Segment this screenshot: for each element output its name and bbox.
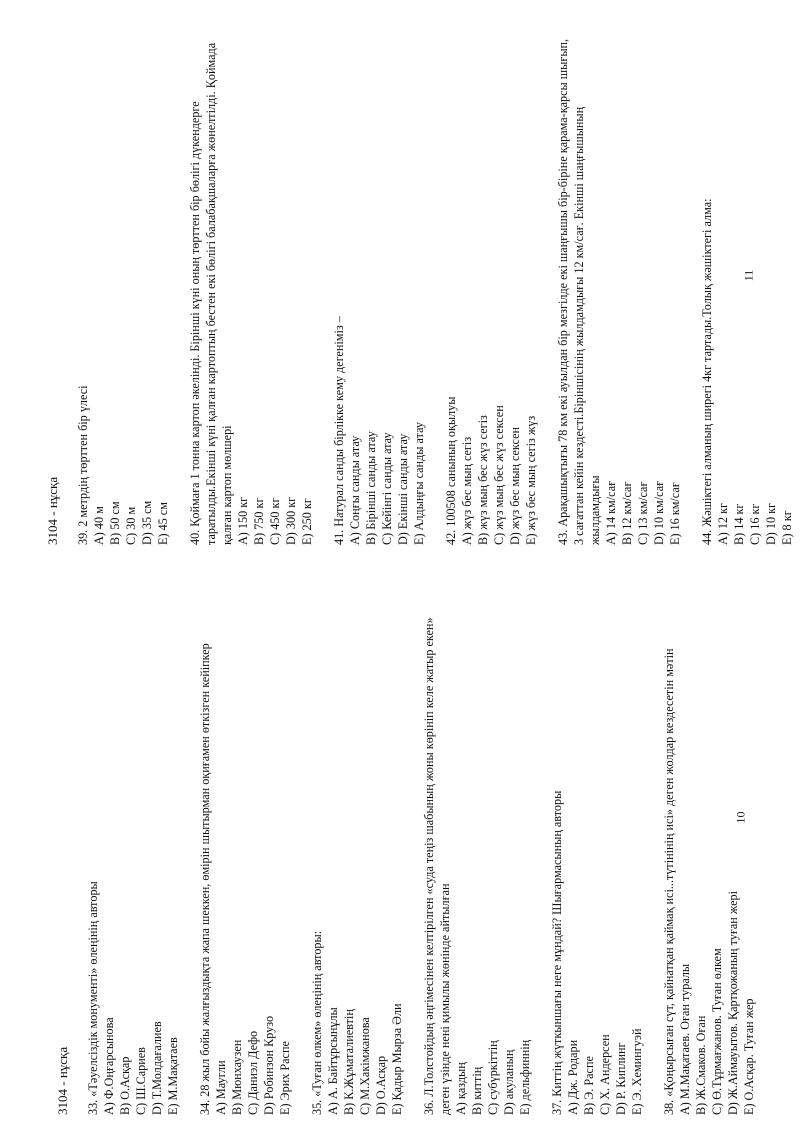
question <box>309 605 405 1115</box>
page-header: 3104 - нұсқа <box>55 1046 70 1115</box>
answer-option: B) Бірінші санды атау <box>364 431 378 545</box>
answer-option: B) киттің <box>470 1066 484 1115</box>
answer-option: B) 14 кг <box>732 503 746 545</box>
answer-option: E) жүз бес мың сегіз жүз <box>524 415 538 545</box>
page-number-11: 11 <box>741 269 756 282</box>
answer-option: E) 8 кг <box>780 510 794 545</box>
answer-option: A) қаздың <box>454 1062 468 1115</box>
answer-option: D) жүз бес мың сексен <box>508 426 522 545</box>
question-stem: 43. Арақашықтығы 78 км екі ауылдан бір мезгілде екі шаңғышы бір-біріне қарама-қарсы шығып, 3 сағаттан кейін кездесті.Біріншісінің жылдамдығы 12 км/сағ. Екінші шаңғышының жылдамдығы <box>556 38 602 545</box>
answer-option: C) жүз мың бес жүз сексен <box>492 405 506 545</box>
question-stem: 36. Л.Толстойдың әңгімесінен келтірілген «суда теңіз шабының жоны көрініп келе жатыр екен» деген үзінде нені қимылы жөнінде айтылған <box>422 617 452 1115</box>
answer-option: A) Маугли <box>214 1060 228 1115</box>
answer-option: B) 750 кг <box>252 497 266 545</box>
question <box>421 605 533 1115</box>
answer-option: D) Т.Молдағалиев <box>150 1021 164 1115</box>
question <box>75 35 171 545</box>
question-list <box>75 35 795 545</box>
answer-option: D) 35 см <box>140 500 154 545</box>
question-stem: 44. Жәшіктегі алманың ширегі 4кг тартады.Толық жәшіктегі алма: <box>700 198 714 545</box>
answer-option: E) 45 см <box>156 502 170 545</box>
question <box>331 35 427 545</box>
question <box>661 605 757 1115</box>
answer-option: C) 450 кг <box>268 497 282 545</box>
answer-option: C) Кейінгі санды атау <box>380 432 394 545</box>
answer-option: B) Э. Распе <box>582 1056 596 1115</box>
answer-option: D) акуланың <box>502 1049 516 1115</box>
answer-option: D) Р. Киплинг <box>614 1042 628 1115</box>
answer-option: B) 12 км/сағ <box>620 481 634 545</box>
question-stem: 35. «Туған өлкем» өлеңінің авторы: <box>310 930 324 1115</box>
answer-option: B) Мюнхаузен <box>230 1039 244 1115</box>
question-stem: 40. Қоймаға 1 тонна картоп әкелінді. Бірінші күні оның төрттен бір бөлігі дүкендерге таратылды.Екінші күні қалған картоптың бестен екі бөлігі балабақшаларға жөнелтілді. Қоймада қалған картоп мөлшері <box>188 42 234 545</box>
question-stem: 34. 28 жыл бойы жалғыздықта жапа шеккен, өмірін шытырман оқиғамен өткізген кейіпкер <box>198 643 212 1115</box>
page-header: 3104 - нұсқа <box>45 476 60 545</box>
answer-option: B) К.Жұматалиевтің <box>342 1009 356 1115</box>
question <box>549 605 645 1115</box>
answer-option: C) Ш.Сариев <box>134 1047 148 1115</box>
question <box>187 35 315 545</box>
answer-option: A) 14 км/сағ <box>604 480 618 545</box>
answer-option: A) А. Байтұрсынұлы <box>326 1007 340 1115</box>
answer-option: E) Қадыр Мырза Әли <box>390 1003 404 1115</box>
answer-option: E) 250 кг <box>300 498 314 545</box>
question-stem: 33. «Тәуелсіздік монументі» өлеңінің авторы <box>86 881 100 1115</box>
page-number-10: 10 <box>733 811 748 824</box>
answer-option: A) Дж. Родари <box>566 1039 580 1115</box>
answer-option: A) жүз бес мың сегіз <box>460 436 474 545</box>
answer-option: A) Соңғы санды атау <box>348 435 362 545</box>
answer-option: B) 50 см <box>108 501 122 545</box>
answer-option: A) М.Мақатаев. Оған туралы <box>678 963 692 1115</box>
question-stem: 37. Киттің жүткыншағы неге мұндай? Шығармасының авторы <box>550 790 564 1115</box>
answer-option: D) 300 кг <box>284 496 298 545</box>
answer-option: D) 10 км/сағ <box>652 480 666 545</box>
answer-option: B) жүз мың бес жүз сегіз <box>476 415 490 545</box>
answer-option: D) Ж.Аймауытов. Қартқожаның туған жері <box>726 890 740 1115</box>
question-stem: 39. 2 метрдің төрттен бір үлесі <box>76 385 90 545</box>
question-stem: 41. Натурал санды бірлікке кему дегеніміз – <box>332 316 346 545</box>
answer-option: C) субүркіттің <box>486 1040 500 1115</box>
question <box>555 35 683 545</box>
answer-option: C) М.Хакімжанова <box>358 1017 372 1115</box>
question <box>85 605 181 1115</box>
answer-option: E) Алдыңғы санды атау <box>412 422 426 545</box>
question-list <box>85 605 757 1115</box>
answer-option: C) 16 кг <box>748 503 762 545</box>
answer-option: C) Ө.Тұрмағжанов. Туған өлкем <box>710 948 724 1115</box>
question <box>699 35 795 545</box>
answer-option: E) Э. Хемингуэй <box>630 1028 644 1115</box>
answer-option: E) дельфиннің <box>518 1039 532 1115</box>
answer-option: B) О.Асқар <box>118 1056 132 1115</box>
answer-option: E) М.Мақатаев <box>166 1037 180 1115</box>
answer-option: A) Ф.Оңғарсынова <box>102 1017 116 1115</box>
question-stem: 38. «Қоңырсыған сүт, қайнатқан қаймақ исі...түтінінің исі» деген жолдар кездесетін мәтін <box>662 648 676 1115</box>
answer-option: D) Робинзон Крузо <box>262 1015 276 1115</box>
question <box>197 605 293 1115</box>
answer-option: E) 16 км/сағ <box>668 482 682 545</box>
answer-option: C) Даниэл Дефо <box>246 1030 260 1115</box>
answer-option: E) Эрих Распе <box>278 1041 292 1115</box>
answer-option: E) О.Асқар. Туған жер <box>742 998 756 1115</box>
answer-option: D) О.Асқар <box>374 1055 388 1115</box>
answer-option: D) 10 кг <box>764 502 778 545</box>
answer-option: A) 12 кг <box>716 502 730 545</box>
answer-option: C) Х. Андерсен <box>598 1034 612 1115</box>
answer-option: C) 13 км/сағ <box>636 481 650 545</box>
answer-option: A) 150 кг <box>236 496 250 545</box>
answer-option: A) 40 м <box>92 506 106 545</box>
answer-option: C) 30 м <box>124 506 138 545</box>
page-10 <box>55 605 756 1115</box>
answer-option: B) Ж.Смаков. Оған <box>694 1015 708 1115</box>
answer-option: D) Екінші санды атау <box>396 433 410 545</box>
question <box>443 35 539 545</box>
question-stem: 42. 100508 санының оқылуы <box>444 396 458 545</box>
